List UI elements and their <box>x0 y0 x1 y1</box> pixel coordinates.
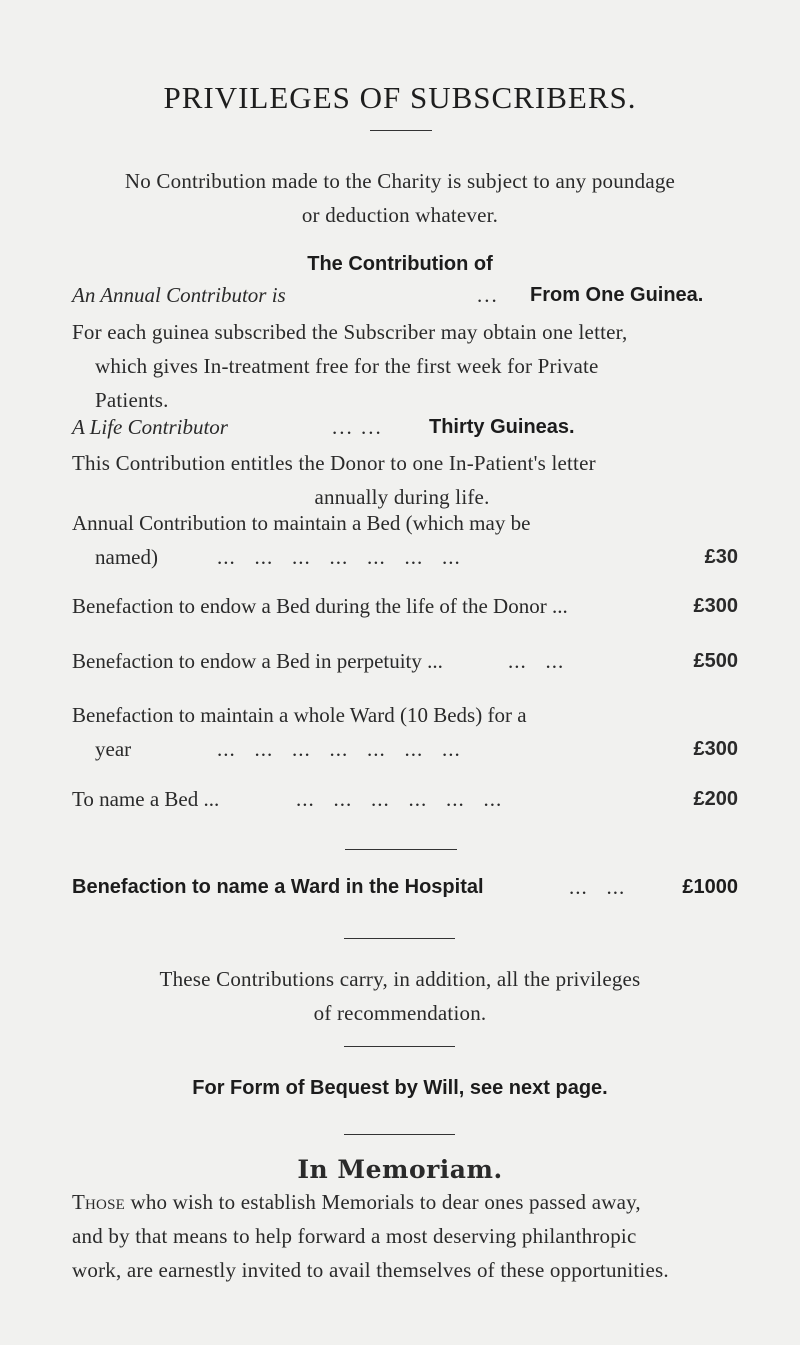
leader-dots: ... ... ... ... ... ... ... <box>217 545 461 569</box>
benefaction-label: Benefaction to endow a Bed in perpetuity ... <box>72 649 443 673</box>
benefaction-row <box>72 506 738 574</box>
benefaction-row <box>72 698 738 766</box>
life-line: annually during life. <box>314 485 490 509</box>
divider <box>344 938 455 939</box>
page-title: PRIVILEGES OF SUBSCRIBERS. <box>163 80 637 115</box>
privileges-line: These Contributions carry, in addition, all the privileges <box>159 967 641 991</box>
guinea-paragraph <box>72 315 752 417</box>
memoriam-line <box>72 1185 762 1219</box>
contribution-heading: The Contribution of <box>307 253 493 275</box>
intro-line: No Contribution made to the Charity is subject to any poundage <box>124 169 676 193</box>
benefaction-row <box>72 644 738 678</box>
leader-dots: ... ... <box>569 875 626 899</box>
memoriam-line-rest: who wish to establish Memorials to dear ones passed away, <box>125 1190 641 1214</box>
benefaction-row <box>72 782 738 816</box>
leader-dots: ... ... <box>508 649 565 673</box>
divider <box>370 130 432 131</box>
bequest-note: For Form of Bequest by Will, see next page. <box>192 1077 608 1099</box>
benefaction-amount: £30 <box>704 546 738 568</box>
privileges-line: of recommendation. <box>313 1001 487 1025</box>
ward-amount: £1000 <box>682 876 738 898</box>
memoriam-heading: In Memoriam. <box>297 1155 503 1184</box>
benefaction-label: To name a Bed ... <box>72 787 220 811</box>
guinea-line: which gives In-treatment free for the first week for Private <box>95 354 599 378</box>
benefaction-label-cont: named) <box>95 545 158 569</box>
divider <box>344 1046 455 1047</box>
life-contributor-row <box>72 410 738 444</box>
memoriam-line: work, are earnestly invited to avail themselves of these opportunities. <box>72 1258 669 1282</box>
guinea-line: Patients. <box>95 388 169 412</box>
benefaction-label: Annual Contribution to maintain a Bed (which may be <box>72 511 531 535</box>
guinea-line: For each guinea subscribed the Subscriber may obtain one letter, <box>72 320 628 344</box>
memoriam-line: and by that means to help forward a most deserving philanthropic <box>72 1224 637 1248</box>
leader-dots: ... ... <box>332 415 383 439</box>
annual-contributor-label: An Annual Contributor is <box>72 283 286 307</box>
benefaction-amount: £500 <box>693 650 738 672</box>
intro-paragraph <box>0 164 800 232</box>
benefaction-row <box>72 589 738 623</box>
annual-contributor-value: From One Guinea. <box>530 284 704 306</box>
benefaction-label: Benefaction to maintain a whole Ward (10 Beds) for a <box>72 703 527 727</box>
leader-dots: ... <box>477 283 499 307</box>
ward-row <box>72 870 738 904</box>
benefaction-label: Benefaction to endow a Bed during the life of the Donor ... <box>72 594 568 618</box>
ward-label: Benefaction to name a Ward in the Hospital <box>72 876 484 898</box>
life-paragraph <box>72 446 752 514</box>
life-line: This Contribution entitles the Donor to one In-Patient's letter <box>72 451 596 475</box>
life-contributor-value: Thirty Guineas. <box>429 416 575 438</box>
privileges-note <box>0 962 800 1030</box>
leader-dots: ... ... ... ... ... ... ... <box>217 737 461 761</box>
life-contributor-label: A Life Contributor <box>72 415 228 439</box>
annual-contributor-row <box>72 278 738 312</box>
benefaction-label-cont: year <box>95 737 132 761</box>
benefaction-amount: £300 <box>693 738 738 760</box>
benefaction-amount: £300 <box>693 595 738 617</box>
intro-line: or deduction whatever. <box>301 203 499 227</box>
benefaction-amount: £200 <box>693 788 738 810</box>
memoriam-paragraph <box>72 1185 762 1287</box>
leader-dots: ... ... ... ... ... ... <box>296 787 503 811</box>
memoriam-first-word: Those <box>72 1190 125 1214</box>
divider <box>345 849 457 850</box>
divider <box>344 1134 455 1135</box>
